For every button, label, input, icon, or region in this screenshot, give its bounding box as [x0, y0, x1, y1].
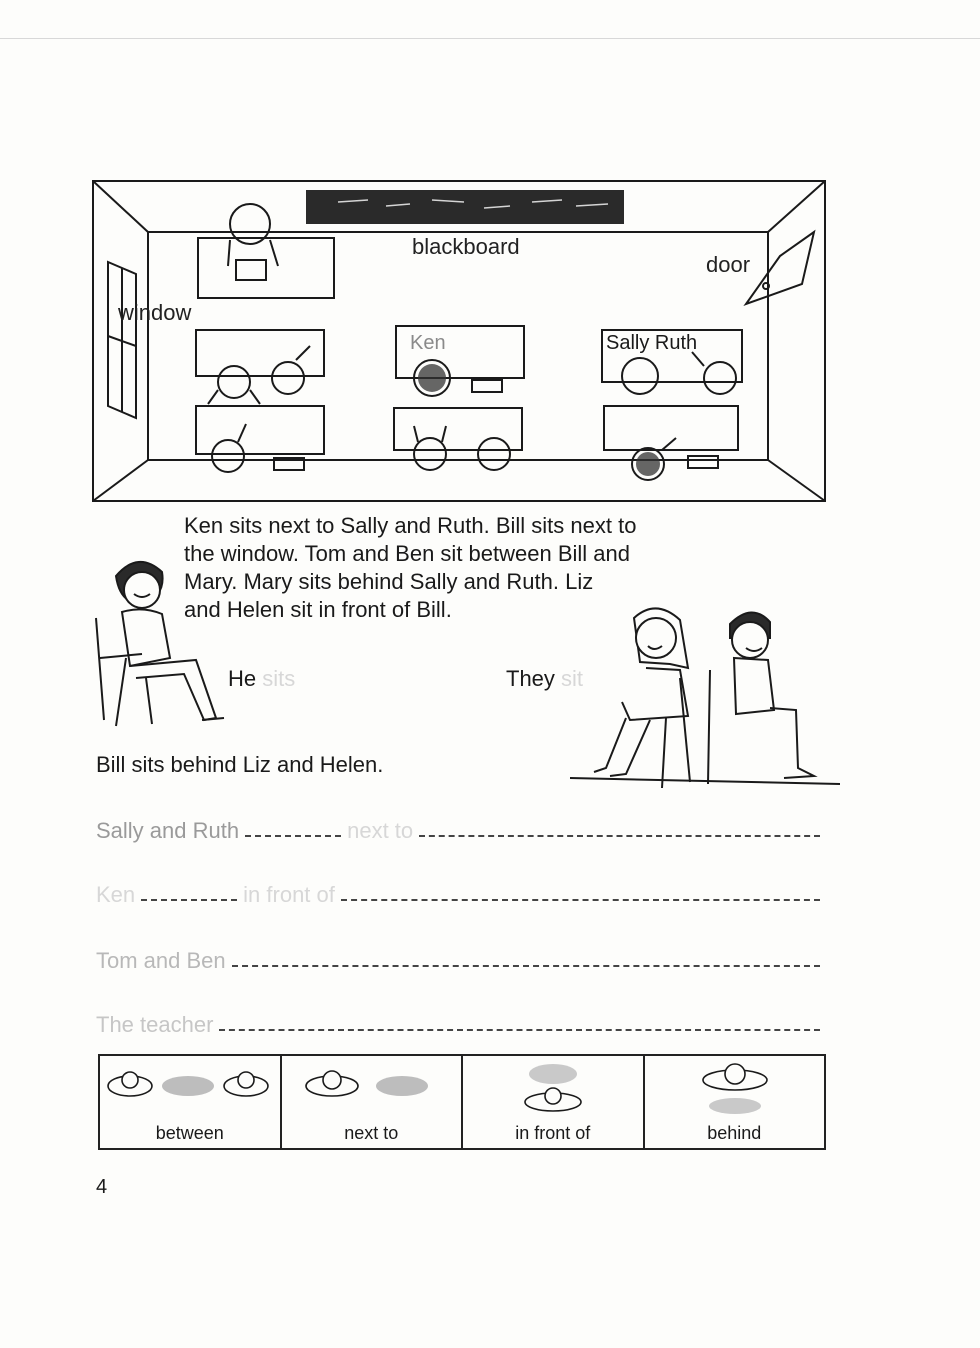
sally-ruth-desk-label: Sally Ruth	[606, 332, 698, 354]
legend-label: behind	[707, 1123, 762, 1143]
exercise-row[interactable]	[96, 878, 826, 908]
girl-and-boy-illustration	[570, 598, 840, 794]
answer-blank[interactable]	[341, 899, 820, 901]
exercise-start: Ken	[96, 882, 136, 907]
answer-blank[interactable]	[141, 899, 237, 901]
next-to-diagram-icon	[282, 1056, 462, 1116]
legend-label: next to	[344, 1123, 399, 1143]
example-sentence: Bill sits behind Liz and Helen.	[96, 752, 384, 777]
he-sits-prompt	[228, 666, 295, 692]
classroom-drawing	[92, 180, 826, 502]
answer-blank[interactable]	[219, 1029, 820, 1031]
between-diagram-icon	[100, 1056, 280, 1116]
legend-label: between	[155, 1123, 224, 1143]
he-prompt-ghost: sits	[262, 666, 296, 691]
page-number: 4	[96, 1176, 108, 1198]
in-front-of-diagram-icon	[463, 1056, 643, 1116]
boy-sitting-illustration	[86, 548, 236, 732]
answer-blank[interactable]	[232, 965, 820, 967]
paragraph-line: Mary. Mary sits behind Sally and Ruth. Liz	[184, 569, 594, 594]
paragraph-line: Ken sits next to Sally and Ruth. Bill sits next to	[184, 513, 637, 538]
exercise-row[interactable]	[96, 944, 826, 974]
legend-label: in front of	[515, 1123, 591, 1143]
door-label: door	[706, 252, 751, 277]
blackboard-label: blackboard	[412, 234, 520, 259]
exercise-middle: in front of	[243, 882, 335, 907]
answer-blank[interactable]	[419, 835, 820, 837]
ken-desk-label: Ken	[410, 332, 446, 354]
paragraph-line: and Helen sit in front of Bill.	[184, 597, 452, 622]
legend-cell-in-front-of	[463, 1056, 645, 1148]
legend-cell-next-to	[282, 1056, 464, 1148]
he-prompt-lead: He	[228, 666, 257, 691]
window-label: window	[118, 300, 192, 325]
answer-blank[interactable]	[245, 835, 341, 837]
exercise-start: The teacher	[96, 1012, 214, 1037]
scan-edge-line	[0, 38, 980, 39]
behind-diagram-icon	[645, 1056, 825, 1116]
legend-cell-between	[100, 1056, 282, 1148]
they-prompt-ghost: sit	[561, 666, 584, 691]
classroom-illustration	[92, 180, 826, 502]
exercise-row[interactable]	[96, 814, 826, 844]
preposition-legend	[98, 1054, 826, 1150]
legend-cell-behind	[645, 1056, 825, 1148]
exercise-row[interactable]	[96, 1008, 826, 1038]
they-sit-prompt	[506, 666, 583, 692]
exercise-middle: next to	[347, 818, 414, 843]
paragraph-line: the window. Tom and Ben sit between Bill and	[184, 541, 630, 566]
exercise-start: Tom and Ben	[96, 948, 226, 973]
blackboard	[306, 190, 624, 224]
they-prompt-lead: They	[506, 666, 555, 691]
exercise-start: Sally and Ruth	[96, 818, 240, 843]
